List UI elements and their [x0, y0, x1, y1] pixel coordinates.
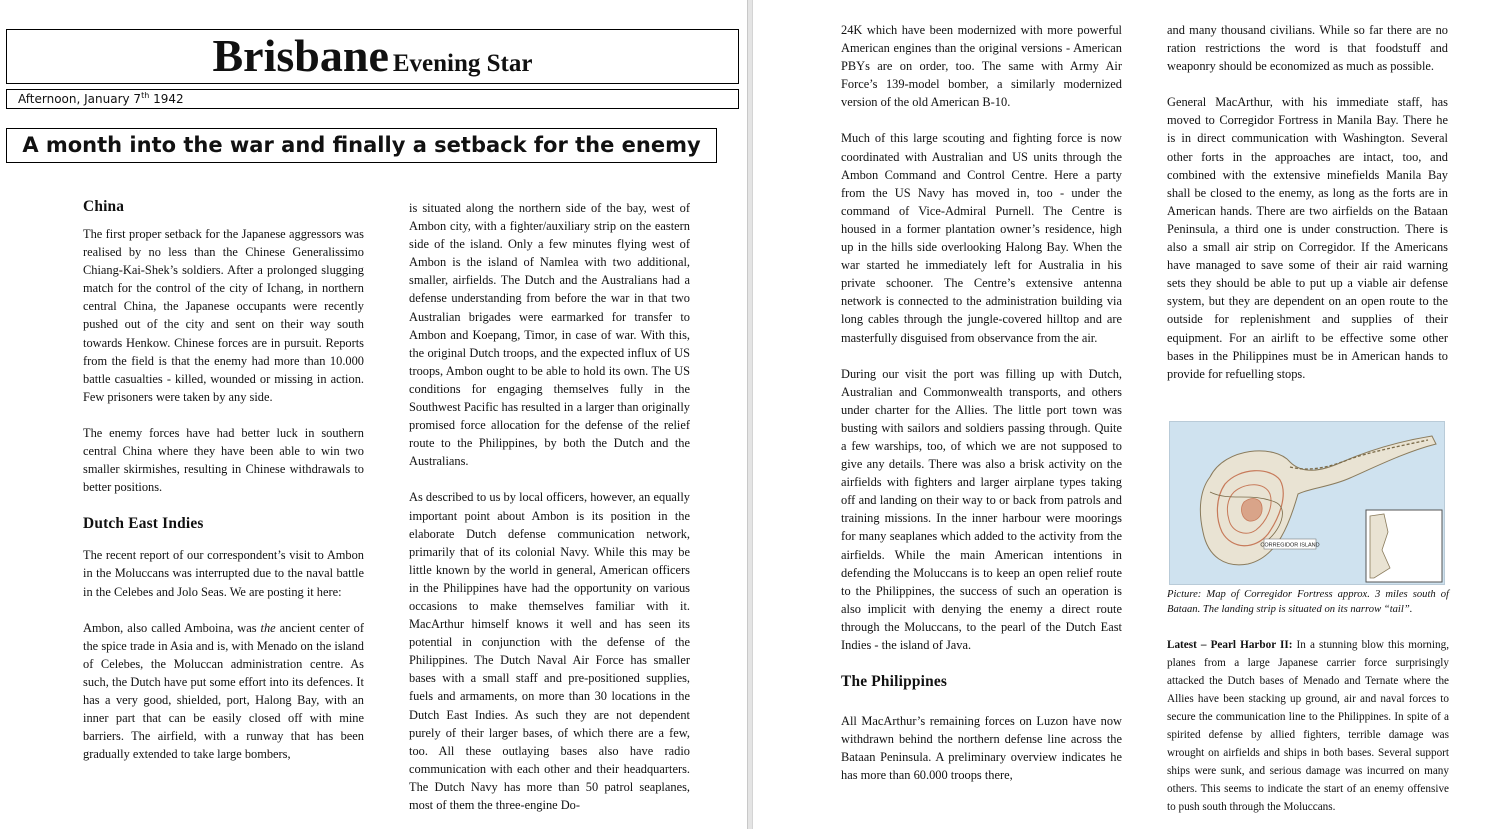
latest-label: Latest – Pearl Harbor II: [1167, 639, 1293, 651]
text-run: ancient center of the spice trade in Asia and is, with Menado on the island of Celebes, the Moluccan administration centre. As such, the Dutch have put some effort into its defences. It has a very good, shielded, port, Halong Bay, with an inner part that can be easily closed off with mine barriers. The airfield, with a runway that has been gradually extended to take large bombers, [83, 620, 365, 762]
paragraph: During our visit the port was filling up with Dutch, Australian and Commonwealth transports, and others under charter for the Allies. The little port town was busting with sailors and soldiers passing through. Quite a few warships, too, of which we are not supposed to give any details. There was also a brisk activity on the airfields with fighters and larger airplane types taking off and landing on their way to or back from patrols and training missions. In the inner harbour were moorings for many seaplanes which added to the activity from the airfields. While the main American intentions in defending the Moluccans is to keep an open relief route to the Philippines, the success of such an operation is also implicit with denying the enemy a direct route through the Moluccans, to the pearl of the Dutch East Indies - the island of Java. [841, 366, 1122, 652]
map-graphic [1170, 422, 1444, 584]
text-run: Ambon, also called Amboina, was [83, 620, 261, 635]
headline: A month into the war and finally a setback for the enemy [6, 128, 717, 163]
corregidor-map [1169, 421, 1445, 585]
column-2 [409, 199, 690, 814]
column-3 [841, 21, 1122, 784]
paragraph: The enemy forces have had better luck in southern central China where they have been able to win two smaller skirmishes, resulting in Chinese withdrawals to better positions. [83, 425, 364, 495]
column-1 [83, 197, 364, 763]
column-4 [1167, 21, 1448, 383]
dateline [6, 89, 739, 109]
paragraph: 24K which have been modernized with more powerful American engines than the original versions - American PBYs are on order, too. The same with Army Air Force’s 139-model bomber, a similarly modernized version of the old American B-10. [841, 23, 1122, 110]
masthead-title: Brisbane [212, 30, 389, 81]
paragraph: Much of this large scouting and fighting force is now coordinated with Australian and US units through the Ambon Command and Control Centre. Here a party from the US Navy has moved in, too - under the command of Vice-Admiral Purnell. The Centre is housed in a former plantation owner’s residence, high up in the hills side overlooking Halong Bay. When the war started he immediately left for Australia in his private schooner. The Centre’s extensive antenna network is connected to the administration building via long cables through the jungle-covered hilltop and are masterfully disguised from observance from the air. [841, 131, 1122, 345]
paragraph: and many thousand civilians. While so far there are no ration restrictions the word is that foodstuff and weaponry should be economized as much as possible. [1167, 23, 1448, 74]
latest-news [1167, 636, 1449, 816]
left-page [0, 0, 747, 829]
masthead [6, 29, 739, 84]
map-caption: Picture: Map of Corregidor Fortress approx. 3 miles south of Bataan. The landing strip is situated on its narrow “tail”. [1167, 589, 1449, 616]
paragraph: is situated along the northern side of the bay, west of Ambon city, with a fighter/auxiliary strip on the eastern side of the island. Only a few minutes flying west of Ambon is the island of Namlea with two additional, smaller, airfields. The Dutch and the Australians had a defense understanding from before the war in that two Australian brigades were earmarked for transfer to Ambon and Koepang, Timor, in case of war. With this, the original Dutch troops, and the expected influx of US troops, Ambon ought to be able to hold its own. The US conditions for engaging themselves fully in the Southwest Pacific has resulted in a larger than originally promised force allocation for the defense of the relief route to the Philippines, by both the Dutch and the Australians. [409, 201, 690, 469]
paragraph: As described to us by local officers, however, an equally important point about Ambon is its position in the elaborate Dutch defense communication network, primarily that of its colonial Navy. While this may be little known by the world in general, American officers in the Philippines have had the opportunity on various occasions to make themselves familiar with it. MacArthur himself knows it well and has seen its potential in conjunction with the defense of the Philippines. The Dutch Naval Air Force has smaller bases with a small staff and pre-positioned supplies, fuels and armaments, on more than 30 locations in the Dutch East Indies. As such they are not dependent purely of their larger bases, of which there are a few, too. All these outlaying bases also have radio communication with each other and their headquarters. The Dutch Navy has more than 50 patrol seaplanes, most of them the three-engine Do- [409, 490, 690, 812]
masthead-subtitle: Evening Star [392, 50, 533, 77]
emphasis: the [260, 620, 276, 635]
map-contour [1242, 499, 1263, 522]
paragraph [83, 619, 364, 764]
section-heading-dutch-east-indies: Dutch East Indies [83, 515, 204, 533]
dateline-year: 1942 [149, 92, 184, 106]
paragraph: The recent report of our correspondent’s visit to Ambon in the Moluccans was interrupted due to the naval battle in the Celebes and Jolo Seas. We are posting it here: [83, 548, 364, 599]
paragraph: All MacArthur’s remaining forces on Luzon have now withdrawn behind the northern defense line across the Bataan Peninsula. A preliminary overview indicates he has more than 60.000 troops there, [841, 714, 1122, 783]
section-heading-philippines: The Philippines [841, 673, 948, 691]
latest-text: In a stunning blow this morning, planes from a large Japanese carrier force surprisingly attacked the Dutch bases of Menado and Ternate where the Allies have been stacking up ground, air and naval forces to secure the communication line to the Philippines. In spite of a spirited defense by allied fighters, terrible damage was wrought on airfields and ships in both bases. Several support ships were sunk, and serious damage was incurred on many others. This seems to indicate the start of an enemy offensive to push south through the Moluccans. [1167, 639, 1449, 813]
map-label: CORREGIDOR ISLAND [1260, 542, 1320, 549]
paragraph: General MacArthur, with his immediate staff, has moved to Corregidor Fortress in Manila Bay. There he is in direct communication with Washington. Several other forts in the approaches are intact, too, and combined with the extensive minefields Manila Bay shall be closed to the enemy, as long as the forts are in American hands. There are two airfields on the Bataan Peninsula, a third one is under construction. There is also a small air strip on Corregidor. If the Americans have managed to save some of their air raid warning sets they should be able to put up a viable air defense system, but they are dependent on an open route to the outside for replenishment and supplies of their equipment. For an airlift to be effective some other bases in the Philippines must be in American hands to provide for refuelling stops. [1167, 95, 1448, 381]
paragraph: The first proper setback for the Japanese aggressors was realised by no less than the Chinese Generalissimo Chiang-Kai-Shek’s soldiers. After a prolonged slugging match for the control of the city of Ichang, in northern central China, the Japanese occupants were recently pushed out of the city and sent on their way south towards Henkow. Chinese forces are in pursuit. Reports from the field is that the enemy had more than 10.000 battle casualties - killed, wounded or missing in action. Few prisoners were taken by any side. [83, 227, 364, 404]
dateline-suffix: th [141, 91, 150, 100]
dateline-text: Afternoon, January 7 [18, 92, 142, 106]
section-heading-china: China [83, 198, 125, 215]
